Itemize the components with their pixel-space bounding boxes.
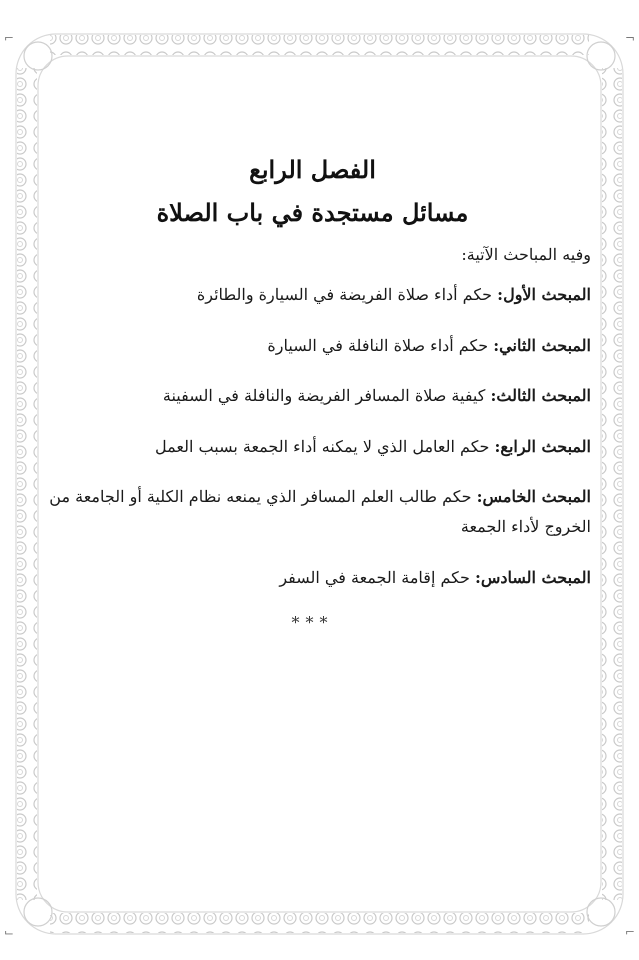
item-text: حكم أداء صلاة الفريضة في السيارة والطائرة <box>196 285 493 304</box>
item-heading: المبحث الثاني: <box>493 335 591 355</box>
item-heading: المبحث السادس: <box>474 567 591 587</box>
section-separator: *** <box>291 613 334 633</box>
corner-ornament-icon: ⌐ <box>4 31 15 45</box>
list-item <box>30 331 595 361</box>
item-heading: المبحث الأول: <box>497 285 591 304</box>
item-heading: المبحث الخامس: <box>476 487 591 507</box>
intro-text: وفيه المباحث الآتية: <box>461 245 591 264</box>
corner-ornament-icon: ¬ <box>624 31 635 45</box>
item-text: كيفية صلاة المسافر الفريضة والنافلة في السفينة <box>162 386 486 406</box>
item-heading: المبحث الرابع: <box>494 436 591 456</box>
list-item <box>30 280 595 310</box>
item-text: حكم طالب العلم المسافر الذي يمنعه نظام الكلية أو الجامعة من الخروج لأداء الجمعة <box>49 487 591 536</box>
section-title: مسائل مستجدة في باب الصلاة <box>156 198 469 227</box>
item-text: حكم إقامة الجمعة في السفر <box>279 567 470 587</box>
item-heading: المبحث الثالث: <box>490 386 591 406</box>
item-text: حكم أداء صلاة النافلة في السيارة <box>267 335 489 355</box>
page-content <box>30 155 595 632</box>
corner-ornament-icon: ⌙ <box>4 925 15 939</box>
list-item <box>30 482 595 541</box>
list-item <box>30 432 595 462</box>
list-item <box>30 381 595 411</box>
list-item <box>30 563 595 593</box>
corner-ornament-icon: ⌐ <box>624 925 635 939</box>
item-text: حكم العامل الذي لا يمكنه أداء الجمعة بسبب العمل <box>155 436 490 456</box>
chapter-title: الفصل الرابع <box>249 155 376 184</box>
